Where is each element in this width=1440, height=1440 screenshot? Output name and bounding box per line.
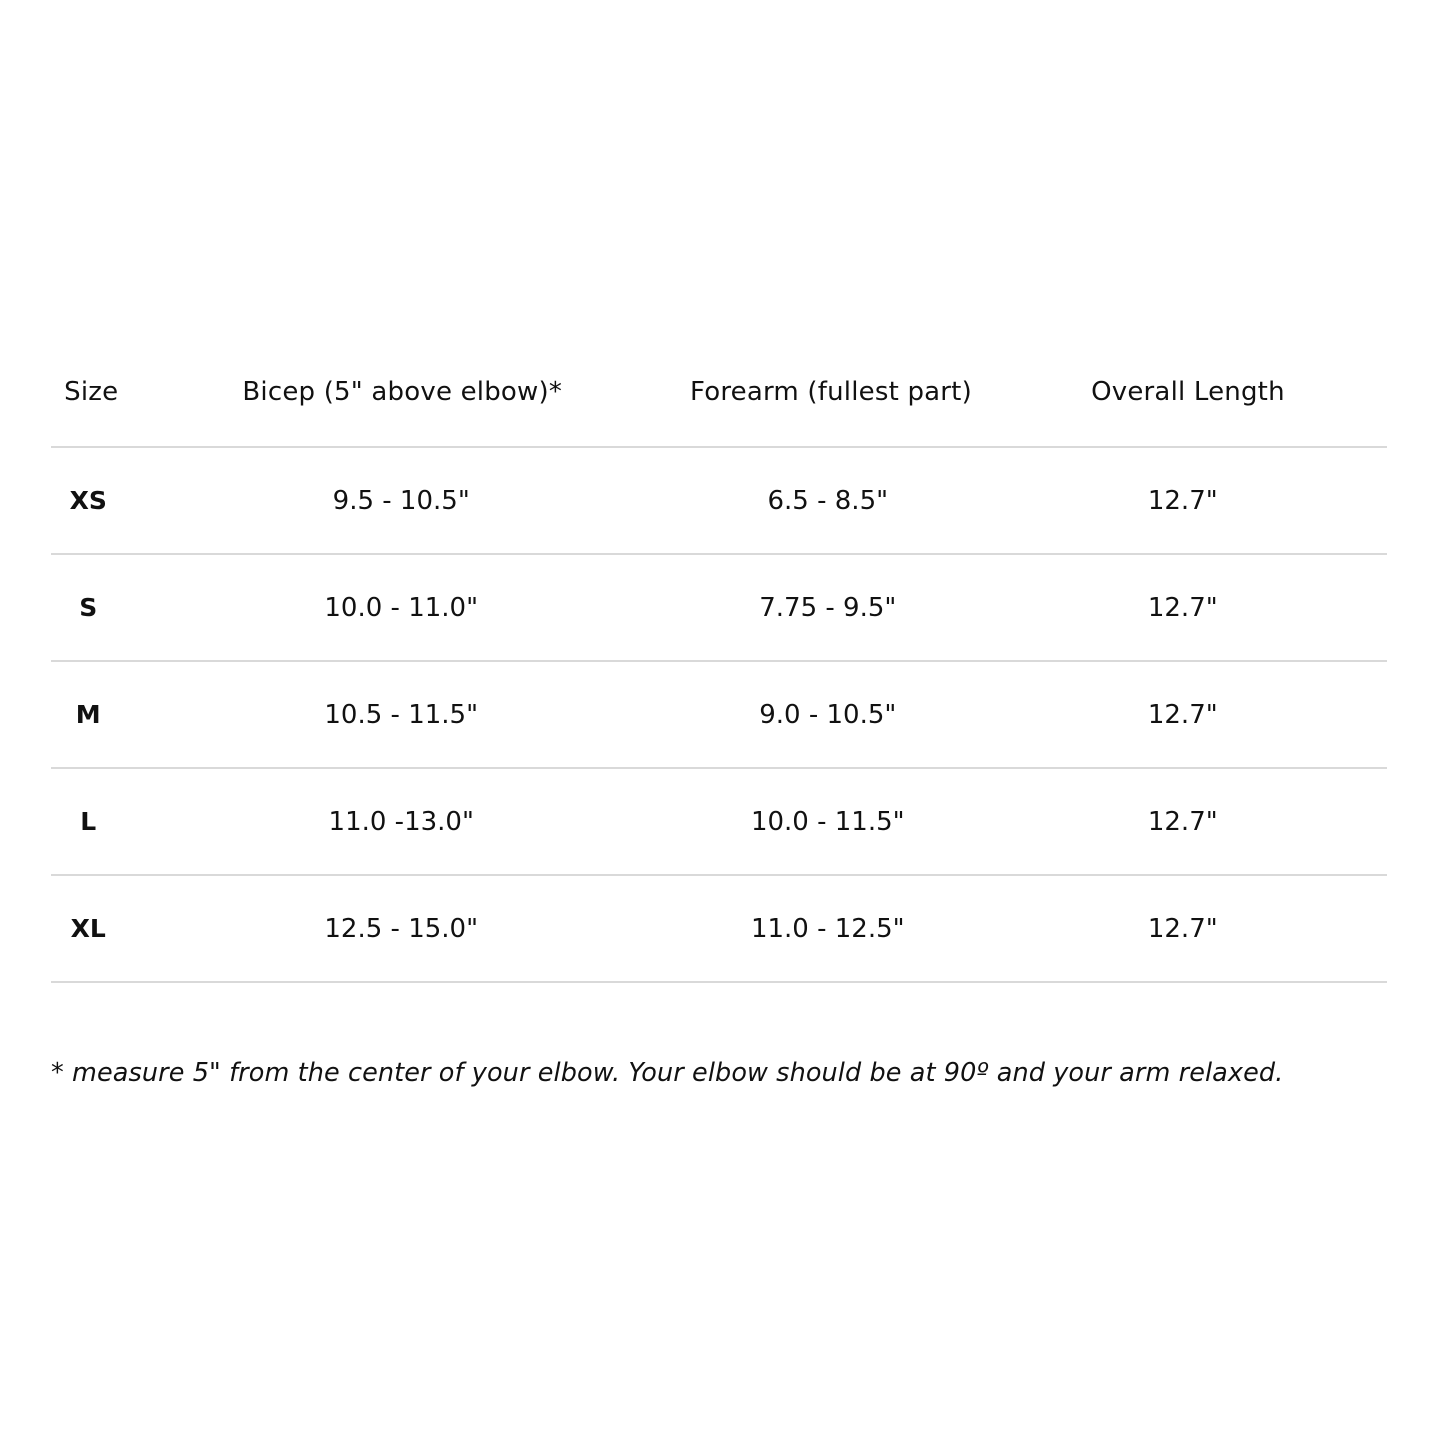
- length-cell: 12.7": [1147, 806, 1218, 837]
- size-cell: L: [80, 807, 97, 836]
- size-cell: XS: [69, 486, 107, 515]
- length-cell: 12.7": [1147, 485, 1218, 516]
- header-size: Size: [64, 377, 119, 407]
- size-cell: XL: [70, 914, 106, 943]
- forearm-cell: 11.0 - 12.5": [750, 913, 905, 944]
- table-row: [51, 662, 1387, 769]
- length-cell: 12.7": [1147, 699, 1218, 730]
- size-cell: S: [79, 593, 98, 622]
- bicep-cell: 9.5 - 10.5": [332, 485, 470, 516]
- size-cell: M: [75, 700, 101, 729]
- length-cell: 12.7": [1147, 592, 1218, 623]
- header-forearm: Forearm (fullest part): [690, 377, 972, 407]
- bicep-cell: 12.5 - 15.0": [324, 913, 479, 944]
- length-cell: 12.7": [1147, 913, 1218, 944]
- table-row: [51, 448, 1387, 555]
- size-chart-table: [51, 338, 1387, 983]
- header-overall-length: Overall Length: [1091, 377, 1285, 407]
- forearm-cell: 9.0 - 10.5": [759, 699, 897, 730]
- table-row: [51, 769, 1387, 876]
- forearm-cell: 10.0 - 11.5": [750, 806, 905, 837]
- header-bicep: Bicep (5" above elbow)*: [242, 377, 563, 407]
- table-header-row: [51, 338, 1387, 448]
- table-row: [51, 876, 1387, 983]
- forearm-cell: 6.5 - 8.5": [767, 485, 889, 516]
- forearm-cell: 7.75 - 9.5": [759, 592, 897, 623]
- bicep-cell: 10.0 - 11.0": [324, 592, 479, 623]
- measurement-footnote: * measure 5" from the center of your elbow. Your elbow should be at 90º and your arm relaxed.: [51, 1058, 1284, 1088]
- table-row: [51, 555, 1387, 662]
- bicep-cell: 11.0 -13.0": [328, 806, 474, 837]
- bicep-cell: 10.5 - 11.5": [324, 699, 479, 730]
